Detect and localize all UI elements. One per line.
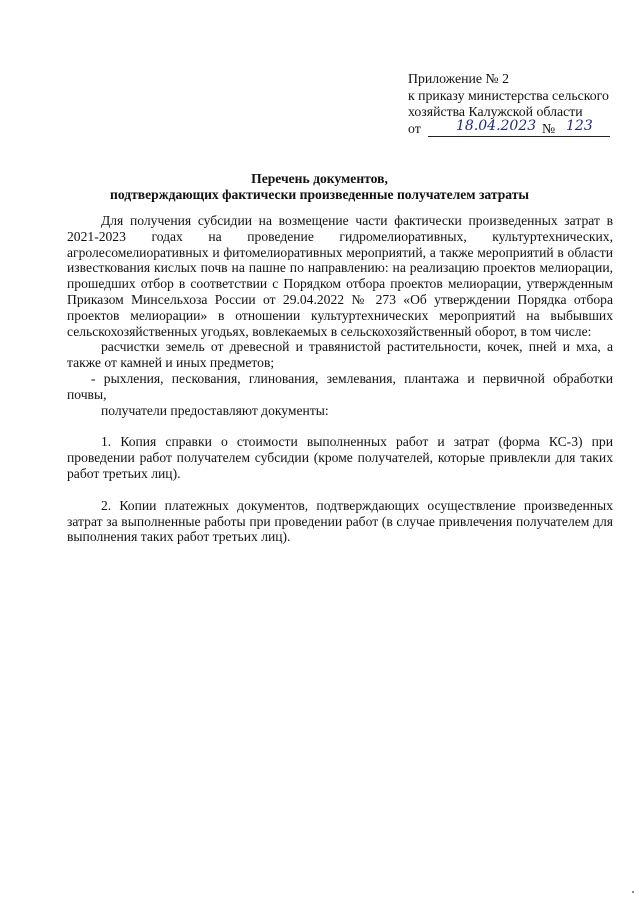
document-body (67, 213, 613, 545)
title-line-2: подтверждающих фактически произведенные получателем затраты (109, 187, 530, 202)
date-underline (428, 136, 558, 137)
scan-artifact-dot (632, 891, 634, 893)
appendix-order-ref: к приказу министерства сельского (408, 87, 609, 103)
number-label: № (542, 120, 556, 136)
appendix-ministry: хозяйства Калужской области (408, 104, 583, 119)
document-item-2: 2. Копии платежных документов, подтверждающих осуществление произведенных затрат за выполненные работы при проведении работ (в случае привлечения получателем для выполнения таких работ третьих лиц). (67, 497, 613, 545)
list-item-loosening: - рыхления, пескования, глинования, землевания, плантажа и первичной обработки почвы, (67, 370, 613, 402)
order-number-handwritten: 123 (566, 117, 593, 134)
appendix-date-row (408, 117, 609, 139)
scan-artifact-line (118, 0, 176, 3)
from-label: от (408, 120, 421, 136)
appendix-block (408, 71, 609, 139)
appendix-number: Приложение № 2 (408, 71, 510, 86)
order-date-handwritten: 18.04.2023 (456, 117, 537, 134)
recipients-line: получатели предоставляют документы: (101, 402, 329, 418)
number-underline (558, 136, 610, 137)
intro-paragraph: Для получения субсидии на возмещение части фактически произведенных затрат в 2021-2023 годах на проведение гидромелиоративных, культуртехнических, агролесомелиоративных и фитомелиоративных мероприятий, а также мероприятий в области известкования кислых почв на пашне по направлению: на реализацию проектов мелиорации, прошедших отбор в соответствии с Порядком отбора проектов мелиорации, утвержденным Приказом Минсельхоза России от 29.04.2022 № 273 «Об утверждении Порядка отбора проектов мелиорации» в отношении культуртехнических мероприятий на выбывших сельскохозяйственных угодьях, вовлекаемых в сельскохозяйственный оборот, в том числе: (67, 213, 613, 339)
document-title (0, 171, 639, 203)
title-line-1: Перечень документов, (251, 171, 388, 186)
list-item-clearing: расчистки земель от древесной и травянистой растительности, кочек, пней и мха, а также от камней и иных предметов; (67, 339, 613, 371)
document-item-1: 1. Копия справки о стоимости выполненных работ и затрат (форма КС-3) при проведении работ получателем субсидии (кроме получателей, которые привлекли для таких работ третьих лиц). (67, 434, 613, 481)
